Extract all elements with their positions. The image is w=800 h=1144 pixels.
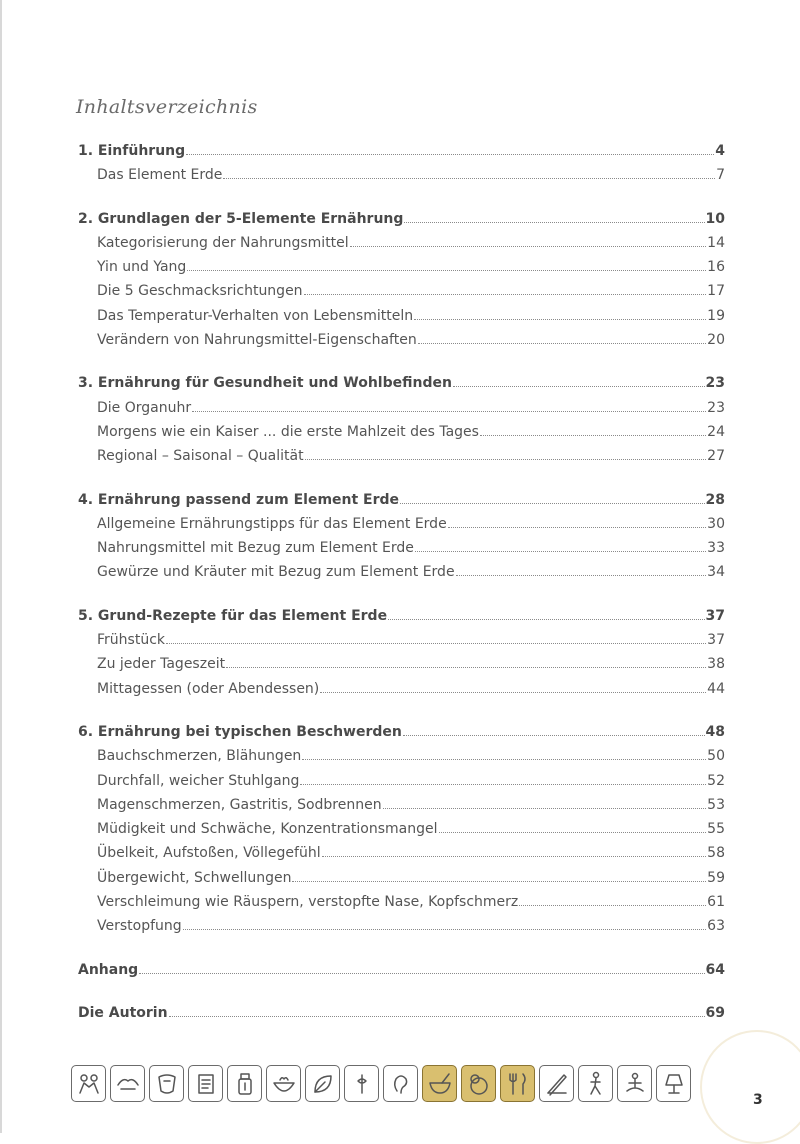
toc-label: Die Organuhr [97, 399, 192, 416]
toc-entry[interactable] [78, 259, 725, 283]
toc-page-number: 52 [707, 772, 725, 789]
toc-page-number: 19 [707, 307, 725, 324]
toc-page-number: 27 [707, 448, 725, 465]
toc-label: 2. Grundlagen der 5-Elemente Ernährung [78, 210, 404, 227]
toc-page-number: 33 [707, 540, 725, 557]
toc-label: Morgens wie ein Kaiser ... die erste Mahlzeit des Tages [97, 423, 479, 440]
toc-page-number: 63 [707, 918, 725, 935]
toc-page-number: 53 [707, 796, 725, 813]
dot-leader [223, 178, 715, 179]
hands-icon [110, 1065, 145, 1102]
toc-page-number: 30 [707, 515, 725, 532]
toc-label: Das Temperatur-Verhalten von Lebensmitteln [97, 307, 414, 324]
toc-entry[interactable] [78, 894, 725, 918]
cutlery-icon [500, 1065, 535, 1102]
dot-leader [448, 527, 706, 528]
dot-leader [139, 973, 704, 974]
toc-page-number: 28 [705, 491, 725, 508]
toc-page-number: 44 [707, 680, 725, 697]
toc-entry[interactable] [78, 424, 725, 448]
toc-page-number: 61 [707, 894, 725, 911]
dot-leader [414, 319, 706, 320]
toc-label: Verschleimung wie Räuspern, verstopfte Nase, Kopfschmerz [97, 894, 519, 911]
toc-label: Übelkeit, Aufstoßen, Völlegefühl [97, 845, 321, 862]
dot-leader [403, 735, 705, 736]
dot-leader [453, 386, 705, 387]
ear-icon [383, 1065, 418, 1102]
toc-label: Bauchschmerzen, Blähungen [97, 748, 302, 765]
dot-leader [302, 759, 706, 760]
section-gap [78, 356, 725, 375]
spiral-icon [344, 1065, 379, 1102]
toc-chapter[interactable] [78, 962, 725, 986]
toc-entry[interactable] [78, 235, 725, 259]
toc-entry[interactable] [78, 797, 725, 821]
toc-entry[interactable] [78, 748, 725, 772]
dot-leader [418, 343, 706, 344]
toc-page-number: 16 [707, 259, 725, 276]
toc-page-number: 20 [707, 332, 725, 349]
toc-label: Gewürze und Kräuter mit Bezug zum Element Erde [97, 564, 455, 581]
dot-leader [400, 503, 704, 504]
dot-leader [519, 905, 706, 906]
toc-entry[interactable] [78, 918, 725, 942]
dot-leader [320, 692, 706, 693]
toc-label: Durchfall, weicher Stuhlgang [97, 772, 300, 789]
toc-entry[interactable] [78, 773, 725, 797]
toc-page-number: 14 [707, 234, 725, 251]
mouth-icon [149, 1065, 184, 1102]
toc-label: Zu jeder Tageszeit [97, 656, 226, 673]
toc-label: Übergewicht, Schwellungen [97, 869, 292, 886]
toc-page-number: 37 [705, 607, 725, 624]
toc-entry[interactable] [78, 845, 725, 869]
toc-label: 5. Grund-Rezepte für das Element Erde [78, 607, 388, 624]
toc-page-number: 4 [715, 143, 725, 159]
toc-page-number: 23 [705, 375, 725, 392]
dot-leader [169, 1016, 705, 1017]
dot-leader [226, 667, 706, 668]
toc-page-number: 59 [707, 869, 725, 886]
toc-page-number: 38 [707, 656, 725, 673]
toc-title: Inhaltsverzeichnis [76, 96, 258, 118]
toc-label: Das Element Erde [97, 167, 223, 184]
icon-bar [71, 1065, 691, 1105]
section-gap [78, 943, 725, 962]
toc-page-number: 55 [707, 821, 725, 838]
dot-leader [187, 270, 706, 271]
toc-label: 3. Ernährung für Gesundheit und Wohlbefinden [78, 375, 452, 392]
toc-label: Mittagessen (oder Abendessen) [97, 680, 320, 697]
dot-leader [404, 222, 704, 223]
toc-label: Anhang [78, 961, 139, 978]
toc-label: Verändern von Nahrungsmittel-Eigenschaften [97, 332, 417, 349]
lamp-icon [656, 1065, 691, 1102]
toc-page-number: 7 [716, 167, 725, 184]
toc-entry[interactable] [78, 632, 725, 656]
jar-icon [227, 1065, 262, 1102]
toc-entry[interactable] [78, 283, 725, 307]
toc-label: 4. Ernährung passend zum Element Erde [78, 491, 400, 508]
toc-entry[interactable] [78, 308, 725, 332]
section-gap [78, 986, 725, 1005]
toc-chapter[interactable] [78, 211, 725, 235]
toc-page-number: 69 [705, 1004, 725, 1021]
toc-entry[interactable] [78, 332, 725, 356]
toc-chapter[interactable] [78, 143, 725, 167]
toc-entry[interactable] [78, 681, 725, 705]
dot-leader [456, 575, 707, 576]
dot-leader [183, 929, 707, 930]
dot-leader [415, 551, 706, 552]
toc-chapter[interactable] [78, 492, 725, 516]
section-gap [78, 589, 725, 608]
toc-entry[interactable] [78, 564, 725, 588]
toc-page-number: 64 [705, 961, 725, 978]
section-gap [78, 705, 725, 724]
toc-page-number: 58 [707, 845, 725, 862]
toc-label: Die 5 Geschmacksrichtungen [97, 283, 303, 300]
toc-chapter[interactable] [78, 375, 725, 399]
toc-label: Nahrungsmittel mit Bezug zum Element Erde [97, 540, 414, 557]
toc-page-number: 23 [707, 399, 725, 416]
leaf-icon [305, 1065, 340, 1102]
page-number: 3 [753, 1092, 763, 1108]
toc-page-number: 48 [705, 723, 725, 740]
walking-person-icon [578, 1065, 613, 1102]
toc-entry[interactable] [78, 400, 725, 424]
toc-entry[interactable] [78, 516, 725, 540]
dot-leader [304, 294, 707, 295]
toc-entry[interactable] [78, 870, 725, 894]
toc-label: Regional – Saisonal – Qualität [97, 448, 304, 465]
toc-page-number: 34 [707, 564, 725, 581]
people-hands-icon [71, 1065, 106, 1102]
toc-label: Yin und Yang [97, 259, 187, 276]
dot-leader [166, 643, 706, 644]
toc-page-number: 24 [707, 423, 725, 440]
table-of-contents [78, 143, 725, 1029]
toc-entry[interactable] [78, 821, 725, 845]
toc-page-number: 10 [705, 210, 725, 227]
toc-entry[interactable] [78, 167, 725, 191]
toc-label: Allgemeine Ernährungstipps für das Element Erde [97, 515, 447, 532]
bowl-icon [266, 1065, 301, 1102]
toc-label: Verstopfung [97, 918, 182, 935]
toc-label: Müdigkeit und Schwäche, Konzentrationsmangel [97, 821, 438, 838]
mortar-icon [422, 1065, 457, 1102]
toc-label: Frühstück [97, 632, 165, 649]
dot-leader [322, 856, 707, 857]
toc-label: Magenschmerzen, Gastritis, Sodbrennen [97, 796, 382, 813]
watermark-logo [700, 1030, 800, 1144]
dot-leader [292, 881, 706, 882]
toc-chapter[interactable] [78, 1005, 725, 1029]
toc-entry[interactable] [78, 656, 725, 680]
toc-entry[interactable] [78, 448, 725, 472]
toc-label: 6. Ernährung bei typischen Beschwerden [78, 723, 402, 740]
meditation-icon [617, 1065, 652, 1102]
food-plate-icon [461, 1065, 496, 1102]
dot-leader [300, 784, 706, 785]
toc-page-number: 17 [707, 283, 725, 300]
scroll-icon [188, 1065, 223, 1102]
dot-leader [192, 411, 706, 412]
dot-leader [388, 619, 704, 620]
writing-hand-icon [539, 1065, 574, 1102]
toc-page-number: 50 [707, 748, 725, 765]
section-gap [78, 192, 725, 211]
toc-label: Kategorisierung der Nahrungsmittel [97, 234, 349, 251]
toc-label: 1. Einführung [78, 143, 186, 159]
dot-leader [480, 435, 706, 436]
toc-label: Die Autorin [78, 1004, 168, 1021]
dot-leader [350, 246, 707, 247]
dot-leader [439, 832, 707, 833]
dot-leader [383, 808, 707, 809]
toc-page-number: 37 [707, 632, 725, 649]
dot-leader [186, 154, 714, 155]
toc-chapter[interactable] [78, 608, 725, 632]
section-gap [78, 473, 725, 492]
dot-leader [305, 459, 707, 460]
page-edge [0, 0, 2, 1133]
toc-chapter[interactable] [78, 724, 725, 748]
toc-entry[interactable] [78, 540, 725, 564]
